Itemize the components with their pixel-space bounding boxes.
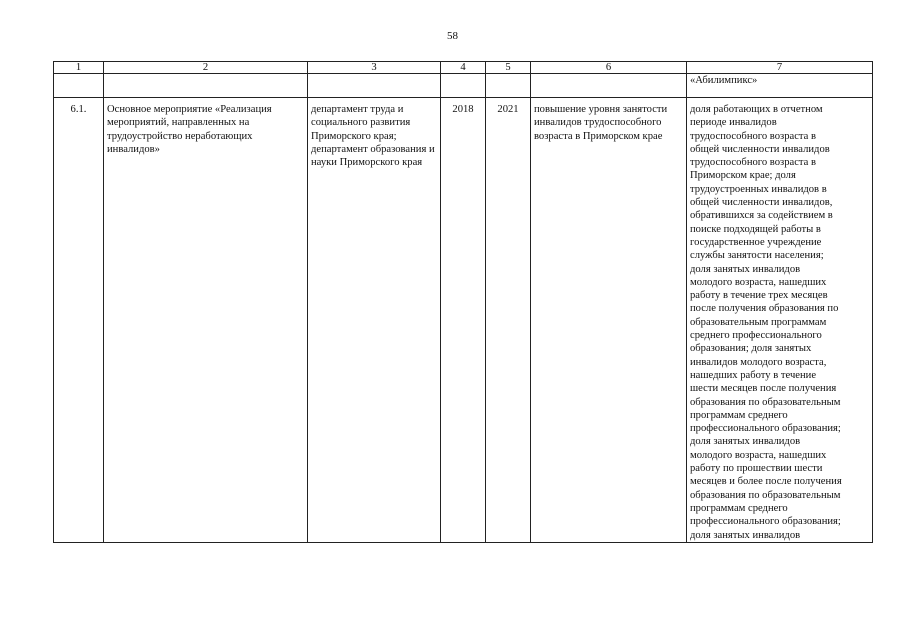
table-cell <box>531 74 687 98</box>
column-header-7: 7 <box>687 62 873 74</box>
executor-cell: департамент труда и социального развития Приморского края; департамент образования и науки Приморского края <box>308 98 441 543</box>
expected-result-cell: повышение уровня занятости инвалидов трудоспособного возраста в Приморском крае <box>531 98 687 543</box>
table-cell <box>486 74 531 98</box>
column-number-header-row <box>54 62 873 74</box>
indicators-text: доля работающих в отчетном периоде инвалидов трудоспособного возраста в общей численности инвалидов трудоспособного возраста в Приморском крае; доля трудоустроенных инвалидов в общей численности инвалидов, обратившихся за содействием в поиске подходящей работы в государственное учреждение службы занятости населения; доля занятых инвалидов молодого возраста, нашедших работу в течение трех месяцев после получения образования по образовательным программам среднего профессионального образования; доля занятых инвалидов молодого возраста, нашедших работу в течение шести месяцев после получения образования по образовательным программам среднего профессионального образования; доля занятых инвалидов молодого возраста, нашедших работу по прошествии шести месяцев и более после получения образования по образовательным программам среднего профессионального образования; доля занятых инвалидов <box>690 104 842 541</box>
table-cell <box>54 74 104 98</box>
table-cell <box>441 74 486 98</box>
column-header-1: 1 <box>54 62 104 74</box>
indicator-continuation-cell: «Абилимпикс» <box>687 74 873 98</box>
start-year-cell: 2018 <box>441 98 486 543</box>
column-header-3: 3 <box>308 62 441 74</box>
program-activities-table <box>53 61 873 543</box>
column-header-5: 5 <box>486 62 531 74</box>
table-cell <box>104 74 308 98</box>
continuation-row <box>54 74 873 98</box>
indicators-cell <box>687 98 873 543</box>
row-number-cell: 6.1. <box>54 98 104 543</box>
table-row <box>54 98 873 543</box>
column-header-2: 2 <box>104 62 308 74</box>
column-header-4: 4 <box>441 62 486 74</box>
table-cell <box>308 74 441 98</box>
column-header-6: 6 <box>531 62 687 74</box>
page-number: 58 <box>447 30 458 42</box>
activity-name-cell: Основное мероприятие «Реализация мероприятий, направленных на трудоустройство неработающих инвалидов» <box>104 98 308 543</box>
end-year-cell: 2021 <box>486 98 531 543</box>
